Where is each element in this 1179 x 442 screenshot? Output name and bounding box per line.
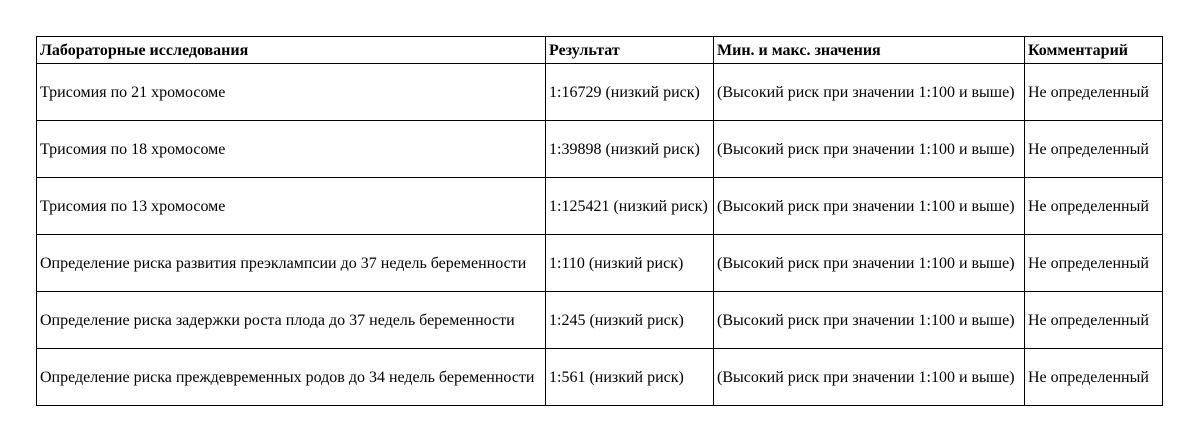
range-cell: (Высокий риск при значении 1:100 и выше) [714, 235, 1025, 292]
range-cell: (Высокий риск при значении 1:100 и выше) [714, 349, 1025, 406]
result-cell: 1:245 (низкий риск) [546, 292, 714, 349]
header-result: Результат [546, 37, 714, 64]
result-cell: 1:16729 (низкий риск) [546, 64, 714, 121]
table-row [37, 178, 1163, 235]
header-lab-tests: Лабораторные исследования [37, 37, 546, 64]
range-cell: (Высокий риск при значении 1:100 и выше) [714, 178, 1025, 235]
table-row [37, 64, 1163, 121]
comment-cell: Не определенный [1025, 349, 1163, 406]
result-cell: 1:39898 (низкий риск) [546, 121, 714, 178]
table-row [37, 349, 1163, 406]
comment-cell: Не определенный [1025, 121, 1163, 178]
result-cell: 1:561 (низкий риск) [546, 349, 714, 406]
table-row [37, 235, 1163, 292]
range-cell: (Высокий риск при значении 1:100 и выше) [714, 64, 1025, 121]
test-name-cell: Определение риска задержки роста плода до 37 недель беременности [37, 292, 546, 349]
result-cell: 1:125421 (низкий риск) [546, 178, 714, 235]
table-row [37, 121, 1163, 178]
test-name-cell: Трисомия по 13 хромосоме [37, 178, 546, 235]
test-name-cell: Определение риска развития преэклампсии до 37 недель беременности [37, 235, 546, 292]
header-comment: Комментарий [1025, 37, 1163, 64]
test-name-cell: Трисомия по 21 хромосоме [37, 64, 546, 121]
test-name-cell: Трисомия по 18 хромосоме [37, 121, 546, 178]
comment-cell: Не определенный [1025, 178, 1163, 235]
range-cell: (Высокий риск при значении 1:100 и выше) [714, 121, 1025, 178]
comment-cell: Не определенный [1025, 292, 1163, 349]
table-header-row [37, 37, 1163, 64]
header-min-max-values: Мин. и макс. значения [714, 37, 1025, 64]
comment-cell: Не определенный [1025, 64, 1163, 121]
test-name-cell: Определение риска преждевременных родов до 34 недель беременности [37, 349, 546, 406]
lab-results-table [36, 36, 1163, 406]
result-cell: 1:110 (низкий риск) [546, 235, 714, 292]
range-cell: (Высокий риск при значении 1:100 и выше) [714, 292, 1025, 349]
table-row [37, 292, 1163, 349]
comment-cell: Не определенный [1025, 235, 1163, 292]
